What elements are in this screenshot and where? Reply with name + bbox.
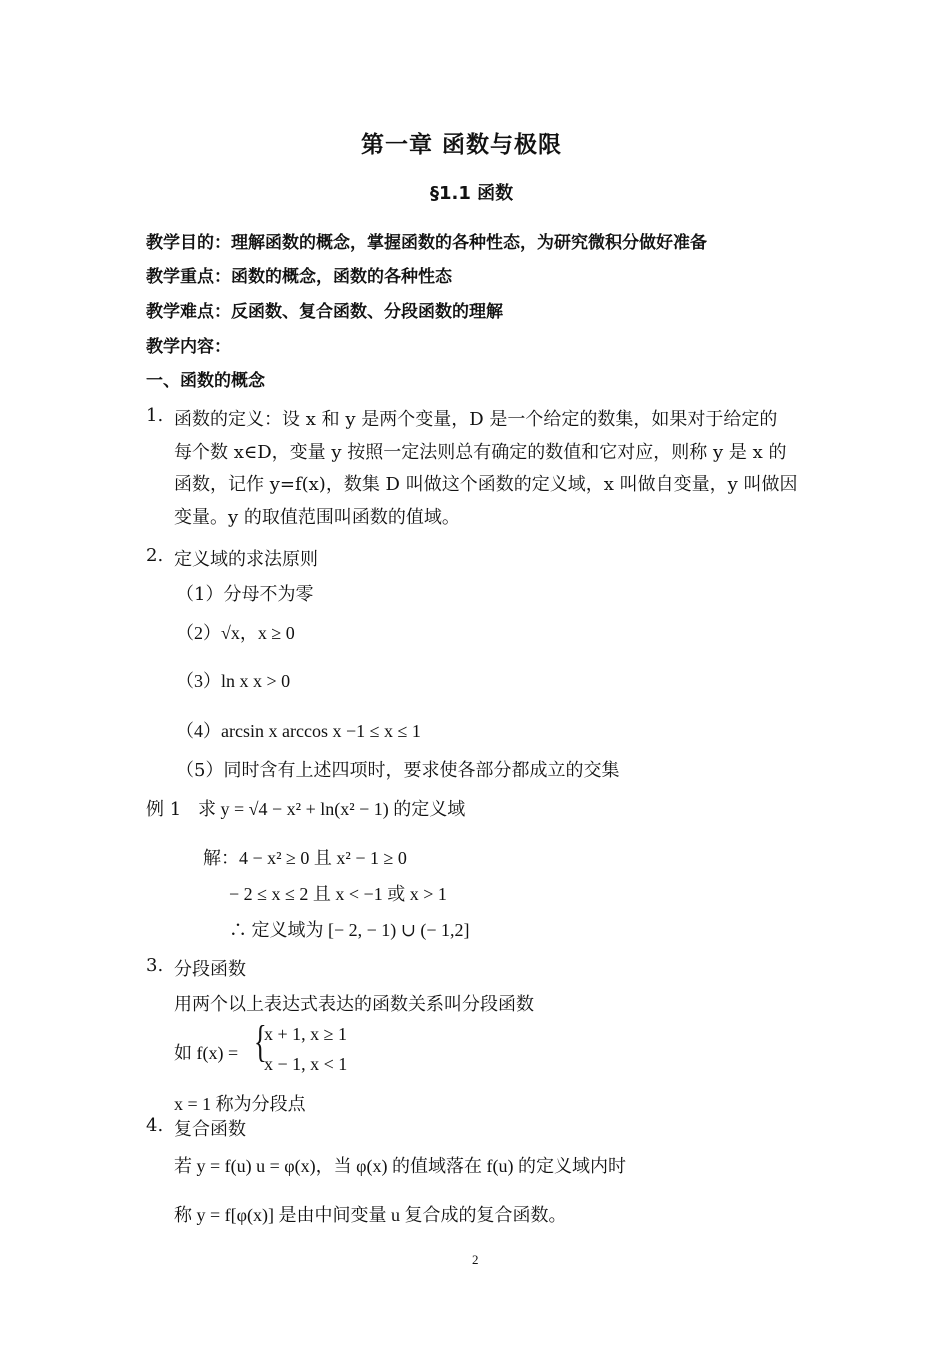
left-brace: {: [254, 1017, 267, 1066]
teaching-difficulty: 教学难点：反函数、复合函数、分段函数的理解: [146, 302, 503, 322]
item1-line: 变量。y 的取值范围叫函数的值域。: [174, 507, 460, 528]
composite-line: 若 y = f(u) u = φ(x)，当 φ(x) 的值域落在 f(u) 的定义域内时: [174, 1156, 627, 1176]
item3-title: 分段函数: [174, 959, 246, 980]
domain-rule: （1）分母不为零: [176, 584, 314, 605]
solution-line: 解：4 − x² ≥ 0 且 x² − 1 ≥ 0: [203, 848, 407, 868]
item2-number: 2.: [146, 545, 164, 566]
item4-number: 4.: [146, 1115, 164, 1136]
domain-rule: （2）√x，x ≥ 0: [176, 623, 295, 643]
domain-rule: （3）ln x x > 0: [176, 671, 291, 691]
piecewise-case: x + 1, x ≥ 1: [264, 1024, 348, 1044]
part1-heading: 一、函数的概念: [146, 371, 265, 391]
example1-label: 例 1: [146, 799, 182, 820]
composite-line: 称 y = f[φ(x)] 是由中间变量 u 复合成的复合函数。: [174, 1205, 567, 1225]
item1-line: 每个数 x∈D，变量 y 按照一定法则总有确定的数值和它对应，则称 y 是 x 的: [174, 442, 787, 463]
domain-rule: （4）arcsin x arccos x −1 ≤ x ≤ 1: [176, 721, 421, 741]
chapter-title: 第一章 函数与极限: [361, 132, 563, 158]
item2-title: 定义域的求法原则: [174, 549, 318, 570]
section-title: §1.1 函数: [430, 183, 514, 204]
domain-rule: （5）同时含有上述四项时，要求使各部分都成立的交集: [176, 760, 620, 781]
item1-number: 1.: [146, 405, 164, 426]
teaching-goal: 教学目的：理解函数的概念，掌握函数的各种性态，为研究微积分做好准备: [146, 233, 707, 253]
breakpoint-note: x = 1 称为分段点: [174, 1094, 306, 1114]
item3-description: 用两个以上表达式表达的函数关系叫分段函数: [174, 994, 534, 1015]
teaching-content-label: 教学内容：: [146, 337, 231, 357]
piecewise-case: x − 1, x < 1: [264, 1054, 348, 1074]
teaching-focus: 教学重点：函数的概念，函数的各种性态: [146, 267, 452, 287]
item1-line: 函数的定义：设 x 和 y 是两个变量，D 是一个给定的数集，如果对于给定的: [174, 409, 778, 430]
item4-title: 复合函数: [174, 1119, 246, 1140]
page-number: 2: [472, 1252, 479, 1267]
piecewise-prefix: 如 f(x) =: [174, 1043, 239, 1063]
item1-line: 函数，记作 y=f(x)，数集 D 叫做这个函数的定义域，x 叫做自变量，y 叫做因: [174, 474, 798, 495]
solution-line: ∴ 定义域为 [− 2, − 1) ∪ (− 1,2]: [229, 920, 470, 940]
example1-question: 求 y = √4 − x² + ln(x² − 1) 的定义域: [198, 799, 466, 819]
item3-number: 3.: [146, 955, 164, 976]
solution-line: − 2 ≤ x ≤ 2 且 x < −1 或 x > 1: [229, 884, 447, 904]
